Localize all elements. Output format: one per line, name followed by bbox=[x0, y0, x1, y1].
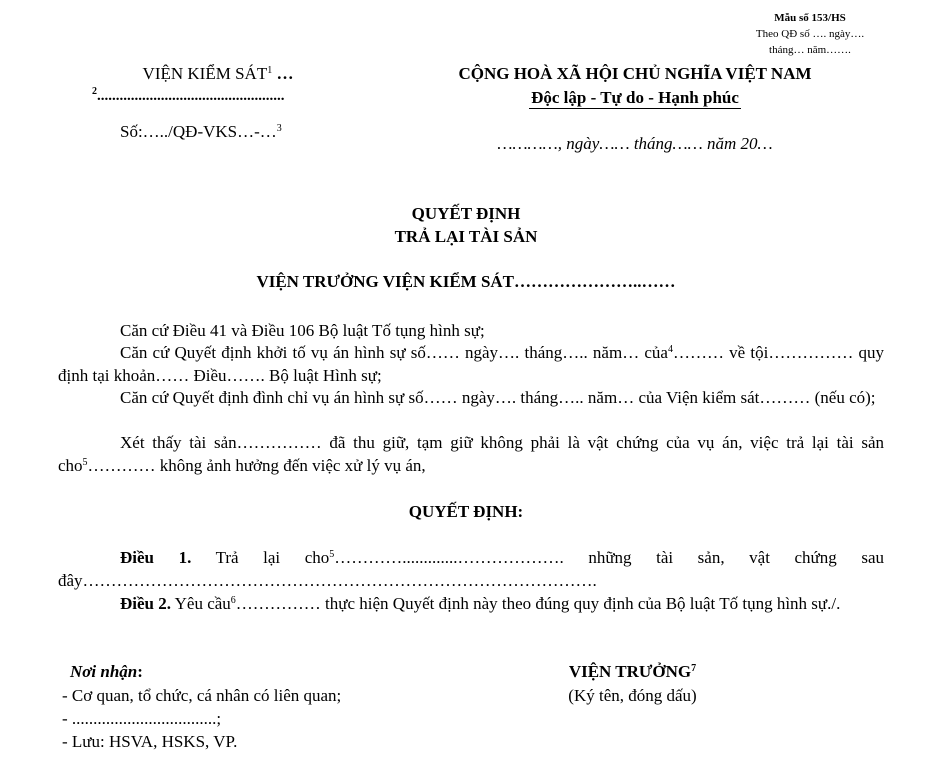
issuing-authority: VIỆN TRƯỞNG VIỆN KIỂM SÁT…………………..…… bbox=[256, 272, 676, 291]
basis-paragraph-3: Căn cứ Quyết định đình chỉ vụ án hình sự số…… ngày…. tháng….. năm… của Viện kiểm sát……… (nếu có); bbox=[120, 388, 876, 407]
footnote-4: 4 bbox=[667, 344, 673, 355]
footnote-5: 5 bbox=[82, 456, 88, 468]
footnote-2: 2 bbox=[92, 86, 97, 97]
agency-subunit bbox=[92, 88, 285, 105]
form-code bbox=[735, 10, 885, 58]
national-motto bbox=[410, 88, 860, 108]
agency-name bbox=[100, 64, 336, 84]
signer-title bbox=[520, 662, 745, 682]
article-2-text-b: …………… thực hiện Quyết định này theo đúng quy định của Bộ luật Tố tụng hình sự./. bbox=[235, 594, 841, 613]
document-number-text: Số:…../QĐ-VKS…-… bbox=[120, 122, 277, 141]
recipients-heading-colon: : bbox=[137, 662, 143, 681]
basis-paragraph-2-text-b: ……… về tội…………… quy định tại khoản…… Điều……. Bộ luật Hình sự; bbox=[58, 343, 884, 385]
article-2 bbox=[58, 593, 884, 616]
signature-note: (Ký tên, đóng dấu) bbox=[568, 686, 697, 705]
agency-name-text: VIỆN KIỂM SÁT bbox=[142, 64, 268, 83]
article-1-text-b: ………….............………………. những tài sản, vật chứng sau đây………………………………………………………………………………. bbox=[58, 548, 884, 590]
footnote-3: 3 bbox=[276, 123, 282, 134]
form-code-number: Mẫu số 153/HS bbox=[774, 12, 846, 24]
recipients-heading bbox=[70, 662, 143, 682]
recipient-item: - Lưu: HSVA, HSKS, VP. bbox=[62, 732, 238, 751]
agency-subunit-dots: .................................................. bbox=[97, 88, 285, 104]
footnote-5-ref: 5 bbox=[329, 549, 335, 560]
article-2-label: Điều 2. bbox=[120, 594, 171, 613]
basis-paragraph-1: Căn cứ Điều 41 và Điều 106 Bộ luật Tố tụng hình sự; bbox=[120, 321, 485, 340]
basis-paragraph-4 bbox=[58, 432, 884, 477]
article-1 bbox=[58, 547, 884, 592]
form-code-ref-date: tháng… năm……. bbox=[769, 44, 851, 56]
basis-paragraph-4-text-a: Xét thấy tài sản…………… đã thu giữ, tạm giữ không phải là vật chứng của vụ án, việc trả lại tài sản cho bbox=[58, 433, 884, 475]
document-title: QUYẾT ĐỊNH bbox=[411, 204, 521, 223]
article-2-text-a: Yêu cầu bbox=[171, 594, 231, 613]
signer-title-text: VIỆN TRƯỞNG bbox=[568, 662, 692, 681]
agency-name-dots: … bbox=[272, 64, 294, 83]
document-number bbox=[120, 122, 282, 142]
footnote-6: 6 bbox=[230, 595, 236, 606]
decision-heading: QUYẾT ĐỊNH: bbox=[408, 502, 524, 521]
basis-paragraph-2-text-a: Căn cứ Quyết định khởi tố vụ án hình sự số…… ngày…. tháng….. năm… của bbox=[120, 343, 668, 362]
basis-paragraph-4-text-b: ………… không ảnh hưởng đến việc xử lý vụ án, bbox=[87, 455, 426, 475]
form-code-ref: Theo QĐ số …. ngày…. bbox=[755, 28, 865, 40]
article-1-text-a: Trả lại cho bbox=[191, 548, 330, 567]
document-subtitle: TRẢ LẠI TÀI SẢN bbox=[394, 227, 538, 246]
country-name: CỘNG HOÀ XÃ HỘI CHỦ NGHĨA VIỆT NAM bbox=[458, 64, 812, 83]
footnote-7: 7 bbox=[691, 663, 697, 674]
recipient-item: - ..................................; bbox=[62, 709, 222, 728]
place-date: …………, ngày…… tháng…… năm 20… bbox=[497, 134, 773, 153]
article-1-label: Điều 1. bbox=[120, 548, 192, 567]
recipient-item: - Cơ quan, tổ chức, cá nhân có liên quan; bbox=[62, 686, 342, 705]
national-motto-text: Độc lập - Tự do - Hạnh phúc bbox=[531, 88, 739, 107]
recipients-heading-text: Nơi nhận bbox=[70, 662, 138, 681]
basis-paragraph-2 bbox=[58, 342, 884, 387]
footnote-1: 1 bbox=[267, 65, 273, 76]
